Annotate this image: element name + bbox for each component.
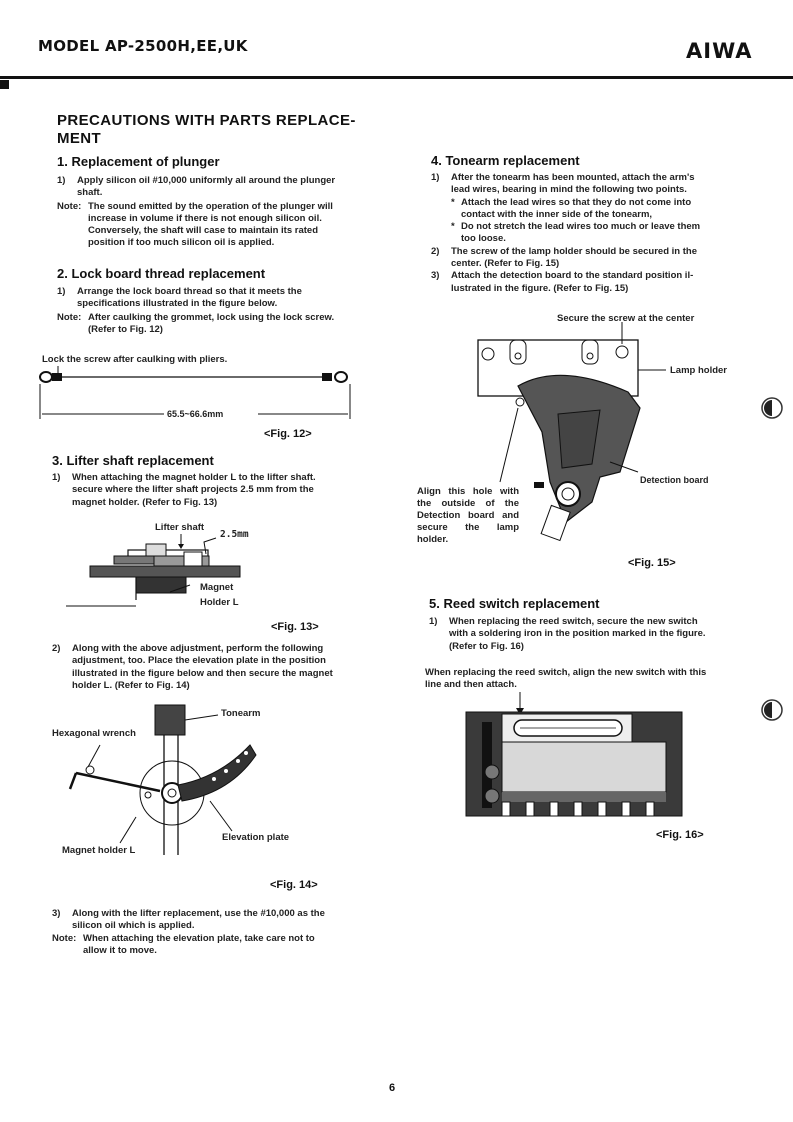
section-1-note: Note: The sound emitted by the operation of the plunger will increase in volume if there is not enough silicon oil. Conversely, the shaft will case to maintain its rated position if too much silicon oil is applied.	[57, 200, 333, 249]
page-title	[57, 112, 357, 148]
fig14-tonearm-label: Tonearm	[221, 708, 261, 719]
section-3-heading: 3. Lifter shaft replacement	[52, 453, 214, 468]
registration-mark	[0, 80, 9, 89]
section-4-item-1: 1) After the tonearm has been mounted, attach the arm's lead wires, bearing in mind the following two points.	[431, 172, 695, 196]
fig15-lamp-holder-label: Lamp holder	[670, 365, 728, 376]
header-model: MODEL AP-2500H,EE,UK	[38, 37, 248, 55]
section-5-heading: 5. Reed switch replacement	[429, 596, 600, 611]
page-title-line2: MENT	[57, 130, 102, 147]
section-3-item-2: 2) Along with the above adjustment, perform the following adjustment, too. Place the elevation plate in the position illustrated in the figure below and then secure the magnet holder L. (Refer to Fig. 14)	[52, 643, 333, 691]
fig14-wrench-label: Hexagonal wrench	[52, 728, 136, 739]
fig13-magnet-label: Magnet	[200, 582, 234, 593]
fig15-align-label: Align this hole with the outside of the Detection board and secure the lamp holder.	[417, 486, 519, 545]
fig16-drawing	[462, 692, 686, 822]
page-title-line1: PRECAUTIONS WITH PARTS REPLACE-	[57, 112, 356, 129]
fig14-label: <Fig. 14>	[270, 879, 318, 891]
section-3-tail	[52, 908, 335, 957]
fig15-label: <Fig. 15>	[628, 557, 676, 569]
fig13-dimension: 2.5mm	[220, 529, 249, 540]
fig15-detection-board-label: Detection board	[640, 475, 709, 485]
fig15-secure-label: Secure the screw at the center	[557, 313, 695, 324]
fig16-caption: When replacing the reed switch, align the new switch with this line and then attach.	[425, 667, 707, 691]
header-rule	[0, 76, 793, 79]
header-brand-logo: AIWA	[686, 39, 753, 63]
binder-hole-icon	[760, 395, 784, 421]
fig14-magnet-holder-label: Magnet holder L	[62, 845, 136, 856]
section-4-bullet-2: * Do not stretch the lead wires too much or leave them too loose.	[451, 221, 701, 245]
section-3-item-1: 1) When attaching the magnet holder L to the lifter shaft. secure where the lifter shaft projects 2.5 mm from the magnet holder. (Refer to Fig. 13)	[52, 472, 316, 508]
fig13-label: <Fig. 13>	[271, 621, 319, 633]
section-2-heading: 2. Lock board thread replacement	[57, 266, 266, 281]
section-4-bullet-1: * Attach the lead wires so that they do not come into contact with the inner side of the tonearm,	[451, 196, 692, 220]
binder-hole-icon	[760, 697, 784, 723]
fig12-label: <Fig. 12>	[264, 428, 312, 440]
section-2-item-1: 1) Arrange the lock board thread so that it meets the specifications illustrated in the figure below.	[57, 286, 302, 310]
page-number: 6	[389, 1082, 396, 1094]
section-2-note: Note: After caulking the grommet, lock using the lock screw. (Refer to Fig. 12)	[57, 311, 335, 335]
section-4-body	[431, 172, 711, 295]
fig13-holder-label: Holder L	[200, 597, 239, 608]
fig12-callout: Lock the screw after caulking with pliers.	[42, 354, 228, 365]
section-1-body	[57, 175, 337, 250]
section-4-item-3: 3) Attach the detection board to the standard position il-lustrated in the figure. (Refer to Fig. 15)	[431, 270, 694, 294]
section-3-item-3: 3) Along with the lifter replacement, use the #10,000 as the silicon oil which is applied.	[52, 908, 325, 932]
section-1-item-1: 1) Apply silicon oil #10,000 uniformly all around the plunger shaft.	[57, 175, 336, 199]
section-4-heading: 4. Tonearm replacement	[431, 153, 580, 168]
fig16-label: <Fig. 16>	[656, 829, 704, 841]
section-2-body	[57, 286, 337, 336]
fig12-dimension: 65.5~66.6mm	[167, 409, 224, 419]
section-4-item-2: 2) The screw of the lamp holder should be secured in the center. (Refer to Fig. 15)	[431, 245, 697, 270]
section-3-note: Note: When attaching the elevation plate, take care not to allow it to move.	[52, 932, 315, 956]
fig14-elevation-plate-label: Elevation plate	[222, 832, 290, 843]
fig13-lifter-shaft-label: Lifter shaft	[155, 522, 205, 533]
section-5-item-1: 1) When replacing the reed switch, secure the new switch with a soldering iron in the position marked in the figure. (Refer to Fig. 16)	[429, 616, 706, 652]
section-1-heading: 1. Replacement of plunger	[57, 154, 220, 169]
